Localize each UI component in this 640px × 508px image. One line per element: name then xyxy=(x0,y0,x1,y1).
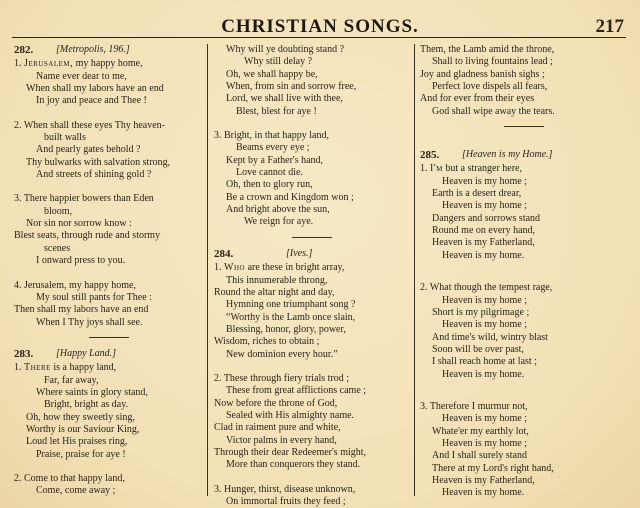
verse-line: Love cannot die. xyxy=(236,167,303,179)
verse-line: Praise, praise for aye ! xyxy=(36,448,126,460)
column-3 xyxy=(420,44,628,500)
verse-line: Then shall my labors have an end xyxy=(14,304,149,316)
header-rule xyxy=(12,37,626,38)
verse-line: Dangers and sorrows stand xyxy=(432,212,541,224)
verse-line: Far, far away, xyxy=(44,374,99,386)
page-title: CHRISTIAN SONGS. xyxy=(221,16,419,37)
verse-line: I onward press to you. xyxy=(36,255,126,267)
verse-line: Round the altar night and day, xyxy=(214,286,335,298)
verse-line: Beams every eye ; xyxy=(236,142,310,154)
verse-line: Heaven is my home ; xyxy=(442,437,527,449)
page-header xyxy=(0,14,640,38)
verse-line: Perfect love dispels all fears, xyxy=(432,81,548,93)
verse-line: Heaven is my home ; xyxy=(442,175,527,187)
verse-line: Be a crown and Kingdom won ; xyxy=(226,191,354,203)
column-divider xyxy=(207,44,208,496)
verse-line: 3. Hunger, thirst, disease unknown, xyxy=(214,483,356,495)
verse-line: Come, come away ; xyxy=(36,485,116,497)
verse-line: 3. Therefore I murmur not, xyxy=(420,400,528,412)
verse-line: 3. There happier bowers than Eden xyxy=(14,193,154,205)
verse-line: Round me on every hand, xyxy=(432,225,536,237)
verse-line: This innumerable throng, xyxy=(226,274,328,286)
tune-name: [Happy Land.] xyxy=(56,347,117,359)
hymn-divider xyxy=(89,337,129,338)
verse-line: And pearly gates behold ? xyxy=(36,144,141,156)
verse-line: Worthy is our Saviour King, xyxy=(26,423,140,435)
first-word: Jerusalem, xyxy=(24,58,74,70)
verse-line: Blest seats, through rude and stormy xyxy=(14,230,161,242)
verse-line: Heaven is my home. xyxy=(442,487,525,499)
hymn-number: 282. xyxy=(14,44,34,56)
verse-line: Oh, then to glory run, xyxy=(226,179,313,191)
verse-line: Short is my pilgrimage ; xyxy=(432,306,530,318)
verse-line: Heaven is my home ; xyxy=(442,294,527,306)
verse-line: Heaven is my Fatherland, xyxy=(432,237,535,249)
verse-line: And for ever from their eyes xyxy=(420,93,535,105)
verse-line: Where saints in glory stand, xyxy=(36,386,148,398)
verse-line: More than conquerors they stand. xyxy=(226,459,361,471)
hymn-heading xyxy=(14,348,204,360)
column-divider xyxy=(414,44,415,496)
verse-line: God shall wipe away the tears. xyxy=(432,105,555,117)
verse-line: And time's wild, wintry blast xyxy=(432,331,548,343)
verse-line: Kept by a Father's hand, xyxy=(226,154,324,166)
verse-line: Heaven is my home ; xyxy=(442,200,527,212)
verse-line: Joy and gladness banish sighs ; xyxy=(420,68,545,80)
verse-line: These from great afflictions came ; xyxy=(226,385,367,397)
verse-line: 4. Jerusalem, my happy home, xyxy=(14,279,136,291)
verse-line: Name ever dear to me, xyxy=(36,70,127,82)
verse-line: Blessing, honor, glory, power, xyxy=(226,323,346,335)
verse-line: Oh, we shall happy be, xyxy=(226,68,318,80)
verse-line: “Worthy is the Lamb once slain, xyxy=(226,311,356,323)
verse-line: I shall reach home at last ; xyxy=(432,356,537,368)
verse-line: On immortal fruits they feed ; xyxy=(226,496,346,507)
verse-line: Whate'er my earthly lot, xyxy=(432,425,529,437)
verse-line: When, from sin and sorrow free, xyxy=(226,81,357,93)
hymn-divider xyxy=(504,126,544,127)
verse-line: Now before the throne of God, xyxy=(214,397,338,409)
verse-line: Oh, how they sweetly sing, xyxy=(26,411,135,423)
column-2 xyxy=(214,44,410,508)
hymn-heading xyxy=(214,248,410,260)
verse-line: 2. These through fiery trials trod ; xyxy=(214,372,350,384)
tune-name: [Metropolis, 196.] xyxy=(56,44,130,55)
verse-line: New dominion every hour.” xyxy=(226,348,338,360)
verse-line: Heaven is my home. xyxy=(442,368,525,380)
verse-line: 1. Jerusalem, my happy home, xyxy=(14,58,143,70)
verse-line: built walls xyxy=(44,132,86,144)
verse-line: Hymning one triumphant song ? xyxy=(226,299,356,311)
verse-line: In joy and peace and Thee ! xyxy=(36,95,147,107)
tune-name: [Ives.] xyxy=(286,247,313,259)
verse-line: Victor palms in every hand, xyxy=(226,434,337,446)
hymn-divider xyxy=(292,237,332,238)
hymn-heading xyxy=(420,149,628,161)
verse-line: There at my Lord's right hand, xyxy=(432,462,554,474)
verse-line: scenes xyxy=(44,242,71,254)
column-1 xyxy=(14,44,204,498)
verse-line: And bright above the sun, xyxy=(226,204,330,216)
verse-line: 2. When shall these eyes Thy heaven- xyxy=(14,119,165,131)
hymn-number: 285. xyxy=(420,149,440,162)
verse-line: Bright, bright as day. xyxy=(44,399,129,411)
verse-line: Shall to living fountains lead ; xyxy=(432,56,553,68)
verse-line: Lord, we shall live with thee, xyxy=(226,93,343,105)
verse-line: Why will ye doubting stand ? xyxy=(226,44,345,55)
verse-line: We reign for aye. xyxy=(244,216,314,228)
hymn-number: 283. xyxy=(14,347,34,360)
verse-line: Heaven is my home ; xyxy=(442,413,527,425)
verse-line: 2. Come to that happy land, xyxy=(14,472,125,484)
first-word: I'm xyxy=(430,163,443,175)
verse-line: Clad in raiment pure and white, xyxy=(214,422,341,434)
verse-line: 1. Who are these in bright array, xyxy=(214,262,345,274)
verse-line: My soul still pants for Thee : xyxy=(36,291,152,303)
verse-line: Why still delay ? xyxy=(244,56,313,68)
verse-line: Through their dear Redeemer's might, xyxy=(214,446,367,458)
verse-line: Wisdom, riches to obtain ; xyxy=(214,336,320,348)
verse-line: When shall my labors have an end xyxy=(26,83,164,95)
verse-line: Them, the Lamb amid the throne, xyxy=(420,44,555,55)
first-word: Who xyxy=(224,262,246,274)
verse-line: Blest, blest for aye ! xyxy=(236,105,317,117)
tune-name: [Heaven is my Home.] xyxy=(462,149,553,161)
verse-line: 3. Bright, in that happy land, xyxy=(214,130,329,142)
hymn-number: 284. xyxy=(214,247,234,260)
verse-line: And I shall surely stand xyxy=(432,450,527,462)
verse-line: bloom, xyxy=(44,205,73,217)
verse-line: 1. I'm but a stranger here, xyxy=(420,163,522,175)
verse-line: 1. There is a happy land, xyxy=(14,362,117,374)
verse-line: Nor sin nor sorrow know : xyxy=(26,218,132,230)
verse-line: Sealed with His almighty name. xyxy=(226,409,355,421)
first-word: There xyxy=(24,362,51,374)
verse-line: Soon will be over past, xyxy=(432,343,524,355)
verse-line: Earth is a desert drear, xyxy=(432,188,522,200)
page-number: 217 xyxy=(595,16,624,37)
hymn-heading xyxy=(14,44,204,56)
verse-line: When I Thy joys shall see. xyxy=(36,316,143,328)
verse-line: Loud let His praises ring, xyxy=(26,436,128,448)
verse-line: Heaven is my Fatherland, xyxy=(432,474,535,486)
verse-line: Heaven is my home ; xyxy=(442,319,527,331)
verse-line: Heaven is my home. xyxy=(442,249,525,261)
verse-line: And streets of shining gold ? xyxy=(36,169,152,181)
verse-line: 2. What though the tempest rage, xyxy=(420,282,553,294)
verse-line: Thy bulwarks with salvation strong, xyxy=(26,156,171,168)
